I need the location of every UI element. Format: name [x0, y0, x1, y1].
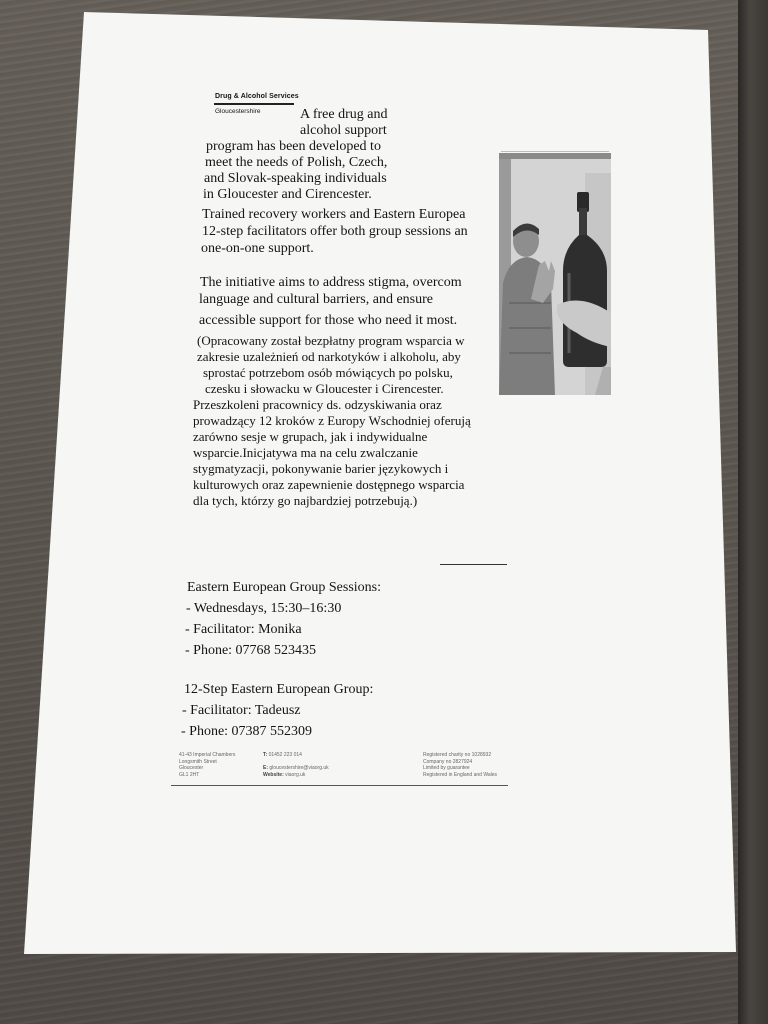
- intro-line: and Slovak-speaking individuals: [204, 171, 387, 186]
- polish-line: czesku i słowacku w Gloucester i Cirencester.: [205, 381, 444, 396]
- polish-line: zarówno sesje w grupach, jak i indywidualne: [193, 429, 428, 444]
- para2-line: one-on-one support.: [201, 241, 314, 256]
- para3-line: language and cultural barriers, and ensure: [199, 292, 434, 307]
- para2-line: Trained recovery workers and Eastern Europea: [202, 207, 466, 222]
- para2-line: 12-step facilitators offer both group sessions an: [202, 224, 468, 239]
- step-group-item: - Facilitator: Tadeusz: [182, 703, 301, 718]
- footer-email[interactable]: E: gloucestershire@viaorg.uk: [263, 765, 329, 771]
- group-sessions-item: - Phone: 07768 523435: [185, 643, 317, 658]
- polish-line: (Opracowany został bezpłatny program wsparcia w: [197, 333, 465, 348]
- photo-top-rule: [501, 151, 609, 152]
- legal-line: Registered in England and Wales: [423, 771, 498, 778]
- legal-line: Limited by guarantee: [423, 765, 470, 771]
- step-group-title: 12-Step Eastern European Group:: [184, 682, 374, 697]
- section-divider: [440, 564, 507, 565]
- para3-line: The initiative aims to address stigma, overcom: [200, 275, 462, 290]
- footer-phone: T: 01452 223 014: [263, 752, 302, 758]
- intro-line: meet the needs of Polish, Czech,: [205, 155, 388, 170]
- legal-line: Registered charity no 1028932: [423, 752, 492, 758]
- org-logo-name: Drug & Alcohol Services: [215, 93, 299, 100]
- intro-line: program has been developed to: [206, 139, 381, 154]
- para3-line: accessible support for those who need it most.: [199, 313, 458, 328]
- address-line: Gloucester: [179, 765, 204, 771]
- polish-line: dla tych, którzy go najbardziej potrzebują.): [193, 493, 418, 508]
- address-line: GL1 2HT: [179, 771, 200, 778]
- address-line: 41-43 Imperial Chambers: [179, 752, 236, 758]
- group-sessions-item: - Facilitator: Monika: [185, 622, 302, 637]
- address-line: Longsmith Street: [179, 758, 217, 765]
- org-logo-region: Gloucestershire: [215, 108, 261, 115]
- legal-line: Company no 2827924: [423, 758, 473, 765]
- photo-illustration: [499, 153, 611, 395]
- photo-frame: [499, 153, 611, 159]
- polish-line: zakresie uzależnień od narkotyków i alkoholu, aby: [197, 349, 461, 364]
- intro-line: A free drug and: [300, 107, 388, 122]
- polish-line: prowadzący 12 kroków z Europy Wschodniej oferują: [193, 413, 471, 428]
- polish-line: sprostać potrzebom osób mówiących po polsku,: [203, 365, 453, 380]
- logo-divider: [214, 103, 294, 105]
- group-sessions-title: Eastern European Group Sessions:: [187, 580, 382, 595]
- footer-rule: [171, 785, 508, 786]
- footer-legal: [423, 752, 497, 778]
- polish-line: Przeszkoleni pracownicy ds. odzyskiwania oraz: [193, 397, 442, 412]
- polish-line: kulturowych oraz zapewnienie dostępnego wsparcia: [193, 477, 465, 492]
- polish-line: wsparcie.Inicjatywa ma na celu zwalczanie: [193, 445, 418, 460]
- footer-website[interactable]: Website: viaorg.uk: [263, 771, 306, 778]
- footer-contact: [263, 752, 329, 778]
- group-sessions-item: - Wednesdays, 15:30–16:30: [186, 601, 342, 616]
- intro-line: in Gloucester and Cirencester.: [203, 187, 372, 202]
- intro-line: alcohol support: [300, 123, 387, 138]
- step-group-item: - Phone: 07387 552309: [181, 724, 313, 739]
- photo-refusing-alcohol: [499, 153, 611, 395]
- footer-address: [179, 752, 235, 778]
- polish-line: stygmatyzacji, pokonywanie barier językowych i: [193, 461, 449, 476]
